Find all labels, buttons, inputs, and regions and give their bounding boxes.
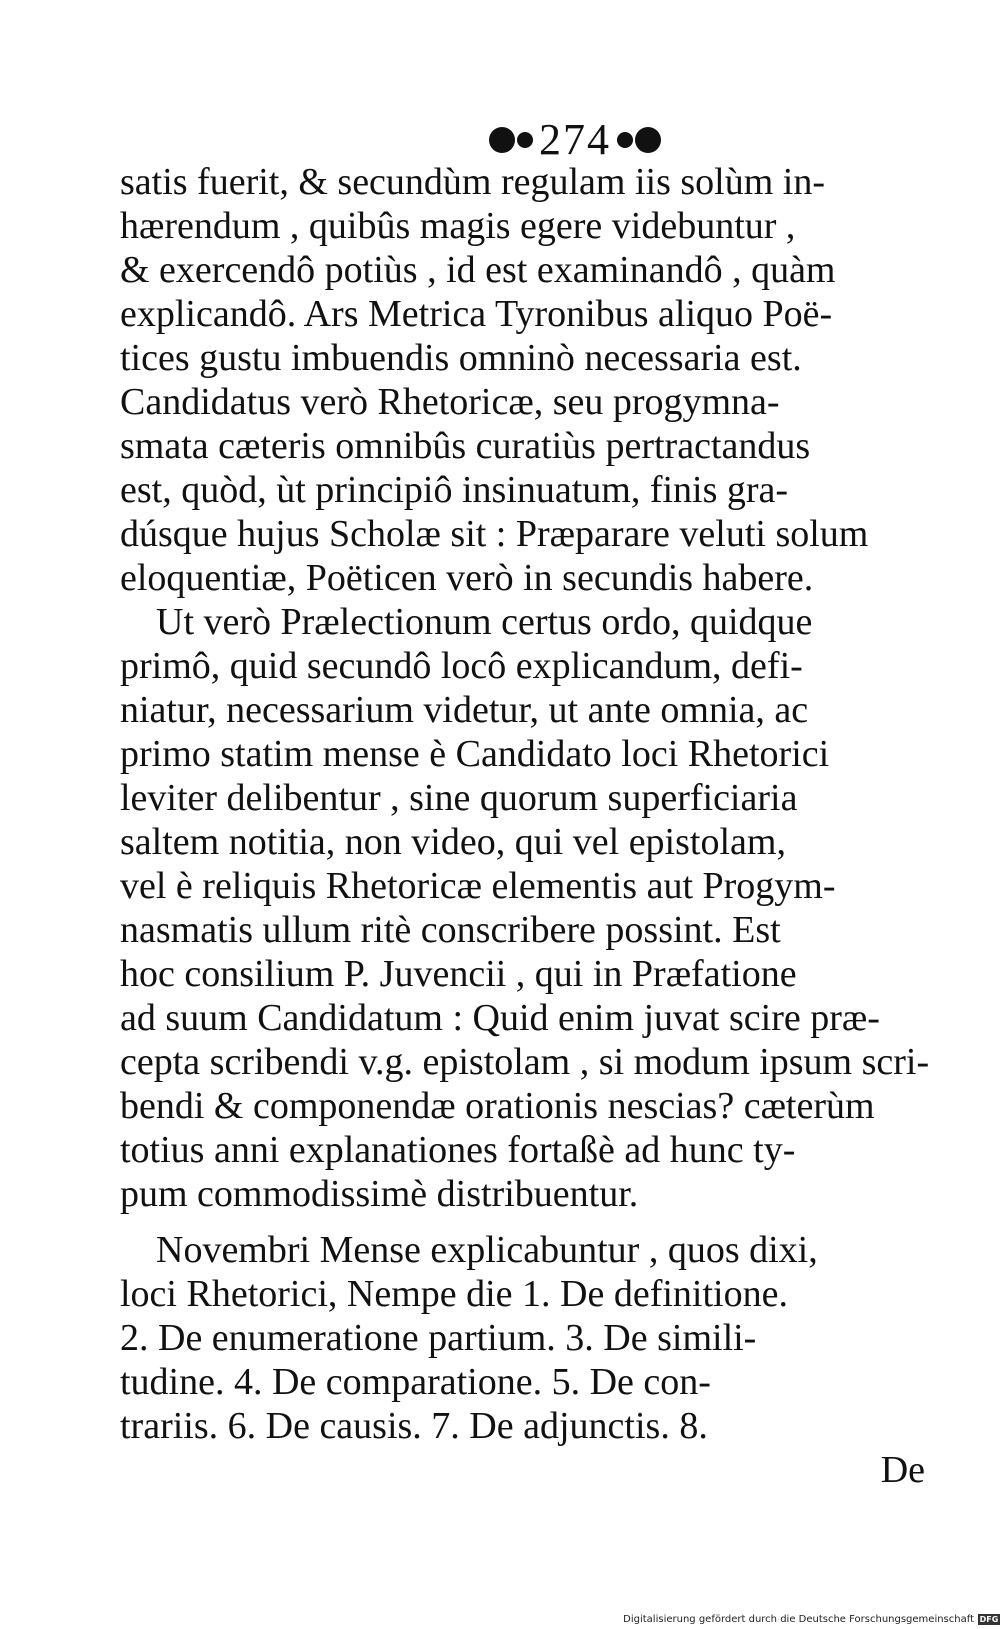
text-line: hærendum , quibûs magis egere videbuntur , <box>120 205 796 247</box>
text-line: & exercendô potiùs , id est examinandô , quàm <box>120 249 836 291</box>
text-line: vel è reliquis Rhetoricæ elementis aut Progym- <box>120 865 836 907</box>
text-line: dúsque hujus Scholæ sit : Præparare veluti solum <box>120 513 869 555</box>
text-line: loci Rhetorici, Nempe die 1. De definitione. <box>120 1273 788 1315</box>
text-line: est, quòd, ùt principiô insinuatum, finis gra- <box>120 469 789 511</box>
text-line: ad suum Candidatum : Quid enim juvat scire præ- <box>120 997 880 1039</box>
text-line: 2. De enumeratione partium. 3. De simili- <box>120 1317 757 1359</box>
text-line: nasmatis ullum ritè conscribere possint. Est <box>120 909 781 951</box>
text-line: smata cæteris omnibûs curatiùs pertractandus <box>120 425 811 467</box>
text-line: eloquentiæ, Poëticen verò in secundis habere. <box>120 557 814 599</box>
body-text <box>120 160 930 1492</box>
text-line: tices gustu imbuendis omninò necessaria est. <box>120 337 802 379</box>
text-line: trariis. 6. De causis. 7. De adjunctis. 8. <box>120 1405 708 1447</box>
catchword: De <box>880 1449 925 1491</box>
text-line: satis fuerit, & secundùm regulam iis solùm in- <box>120 161 826 203</box>
text-line: hoc consilium P. Juvencii , qui in Præfatione <box>120 953 797 995</box>
text-line: saltem notitia, non video, qui vel epistolam, <box>120 821 786 863</box>
ornament-left-icon <box>489 127 533 153</box>
text-line: primô, quid secundô locô explicandum, defi- <box>120 645 803 687</box>
paragraph-start-line: Novembri Mense explicabuntur , quos dixi, <box>156 1229 818 1271</box>
text-line: primo statim mense è Candidato loci Rhetorici <box>120 733 830 775</box>
funding-credit: Digitalisierung gefördert durch die Deutsche Forschungsgemeinschaft <box>623 1613 974 1625</box>
text-line: pum commodissimè distribuentur. <box>120 1173 639 1215</box>
text-line: explicandô. Ars Metrica Tyronibus aliquo Poë- <box>120 293 833 335</box>
text-line: leviter delibentur , sine quorum superficiaria <box>120 777 798 819</box>
dfg-logo: DFG <box>979 1614 999 1624</box>
text-line: Candidatus verò Rhetoricæ, seu progymna- <box>120 381 780 423</box>
text-line: niatur, necessarium videtur, ut ante omnia, ac <box>120 689 809 731</box>
paragraph-start-line: Ut verò Prælectionum certus ordo, quidque <box>156 601 813 643</box>
text-line: totius anni explanationes fortaßè ad hunc ty- <box>120 1129 796 1171</box>
text-line: tudine. 4. De comparatione. 5. De con- <box>120 1361 711 1403</box>
page-number: 274 <box>539 115 611 164</box>
digitization-footer <box>588 1612 1000 1626</box>
ornament-right-icon <box>617 127 661 153</box>
text-line: bendi & componendæ orationis nescias? cæterùm <box>120 1085 875 1127</box>
text-line: cepta scribendi v.g. epistolam , si modum ipsum scri- <box>120 1041 930 1083</box>
